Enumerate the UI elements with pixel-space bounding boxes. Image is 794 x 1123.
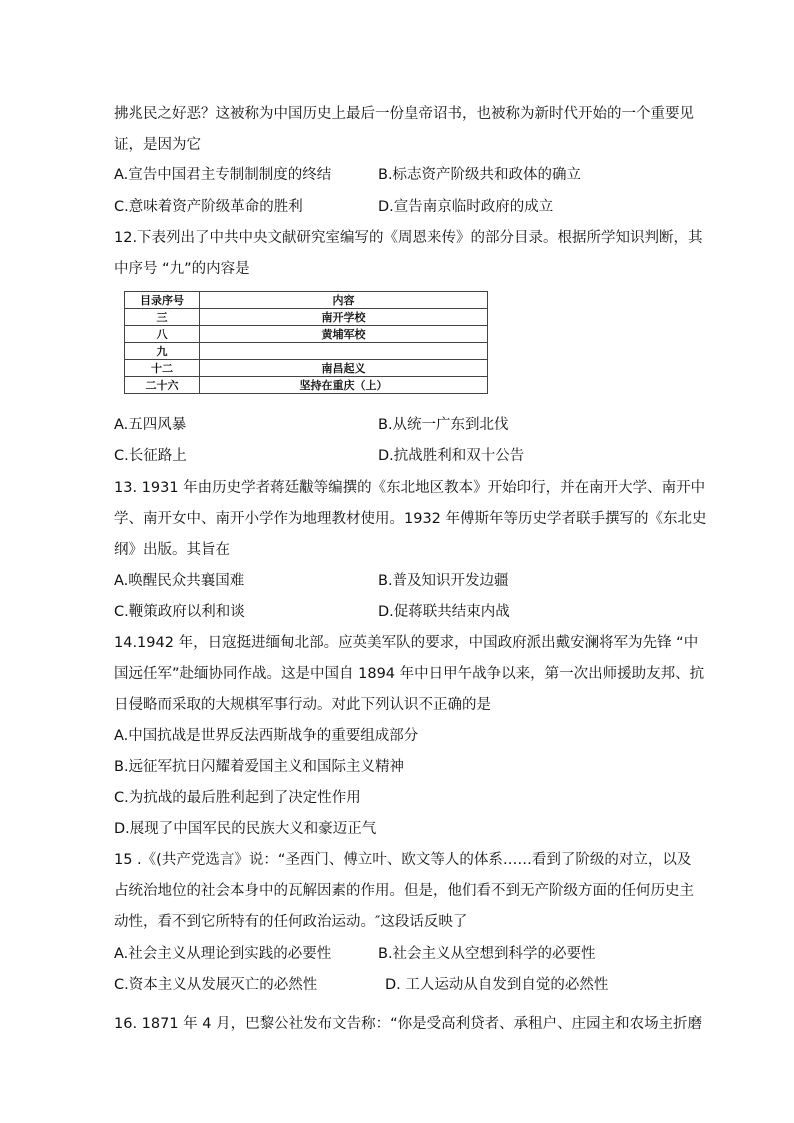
toc-cell-index: 十二: [125, 360, 200, 377]
q15-option-d[interactable]: D. 工人运动从自发到自觉的必然性: [385, 977, 609, 993]
q15-option-c[interactable]: C.资本主义从发展灭亡的必然性: [114, 977, 318, 993]
q13-stem-line3: 纲》出版。其旨在: [114, 542, 230, 558]
q12-option-c[interactable]: C.长征路上: [114, 448, 187, 464]
toc-row: [125, 309, 488, 326]
toc-row: [125, 326, 488, 343]
toc-row: [125, 343, 488, 360]
q13-stem-line2: 学、南开女中、南开小学作为地理教材使用。1932 年傅斯年等历史学者联手撰写的《东北史: [114, 511, 707, 527]
q12-option-b[interactable]: B.从统一广东到北伐: [378, 417, 509, 433]
q11-option-c[interactable]: C.意味着资产阶级革命的胜利: [114, 199, 303, 215]
toc-cell-content: 坚持在重庆（上）: [200, 377, 488, 394]
q14-stem-line3: 日侵略而采取的大规棋军事行动。对此下列认识不正确的是: [114, 697, 491, 713]
toc-cell-index: 三: [125, 309, 200, 326]
q16-stem-line1: 16. 1871 年 4 月，巴黎公社发布文告称：“你是受高利贷者、承租户、庄园主和农场主折磨: [114, 1016, 703, 1032]
q14-option-a[interactable]: A.中国抗战是世界反法西斯战争的重要组成部分: [114, 728, 419, 744]
toc-header-content: 内容: [200, 292, 488, 309]
toc-table: [124, 291, 488, 394]
toc-cell-content: 南昌起义: [200, 360, 488, 377]
q14-stem-line1: 14.1942 年，日寇挺进缅甸北部。应英美军队的要求，中国政府派出戴安澜将军为先锋 “中: [114, 635, 699, 651]
toc-header-row: [125, 292, 488, 309]
q11-option-a[interactable]: A.宣告中国君主专制制制度的终结: [114, 167, 332, 183]
q14-option-c[interactable]: C.为抗战的最后胜利起到了决定性作用: [114, 790, 361, 806]
toc-cell-index: 二十六: [125, 377, 200, 394]
q13-option-d[interactable]: D.促蒋联共结束内战: [378, 604, 510, 620]
q15-option-a[interactable]: A.社会主义从理论到实践的必要性: [114, 946, 332, 962]
q15-stem-line3: 动性，看不到它所特有的任何政治运动。″这段话反映了: [114, 914, 468, 930]
q12-stem-line2: 中序号 “九”的内容是: [114, 261, 250, 277]
q13-option-b[interactable]: B.普及知识开发边疆: [378, 573, 509, 589]
q15-stem-line2: 占统治地位的社会本身中的瓦解因素的作用。但是，他们看不到无产阶级方面的任何历史主: [114, 883, 694, 899]
q14-option-b[interactable]: B.远征军抗日闪耀着爱国主义和国际主义精神: [114, 759, 405, 775]
q12-option-a[interactable]: A.五四风暴: [114, 417, 187, 433]
toc-row: [125, 377, 488, 394]
q15-option-b[interactable]: B.社会主义从空想到科学的必要性: [378, 946, 596, 962]
q15-stem-line1: 15 .《(共产党选言》说：“圣西门、傅立叶、欧文等人的体系……看到了阶级的对立，以及: [114, 852, 692, 868]
q14-option-d[interactable]: D.展现了中国军民的民族大义和豪迈正气: [114, 821, 377, 837]
toc-cell-index: 九: [125, 343, 200, 360]
q13-stem-line1: 13. 1931 年由历史学者蒋廷黻等编撰的《东北地区教本》开始印行，并在南开大学、南开中: [114, 480, 706, 496]
toc-cell-content: 黄埔军校: [200, 326, 488, 343]
toc-header-index: 目录序号: [125, 292, 200, 309]
toc-cell-index: 八: [125, 326, 200, 343]
q12-stem-line1: 12.下表列出了中共中央文献研究室编写的《周恩来传》的部分目录。根据所学知识判断，其: [114, 230, 703, 246]
q12-option-d[interactable]: D.抗战胜利和双十公告: [378, 448, 525, 464]
toc-row: [125, 360, 488, 377]
q14-stem-line2: 国远任军”赴缅协同作战。这是中国自 1894 年中日甲午战争以来，第一次出师援助友邦、抗: [114, 666, 705, 682]
toc-cell-content: 南开学校: [200, 309, 488, 326]
toc-cell-content: [200, 343, 488, 360]
q11-option-b[interactable]: B.标志资产阶级共和政体的确立: [378, 167, 582, 183]
q13-option-a[interactable]: A.唤醒民众共襄国难: [114, 573, 245, 589]
q13-option-c[interactable]: C.鞭策政府以利和谈: [114, 604, 245, 620]
q11-text-line2: 证，是因为它: [114, 137, 201, 153]
q11-text-line1: 拂兆民之好恶？这被称为中国历史上最后一份皇帝诏书，也被称为新时代开始的一个重要见: [114, 106, 694, 122]
q11-option-d[interactable]: D.宣告南京临时政府的成立: [378, 199, 554, 215]
